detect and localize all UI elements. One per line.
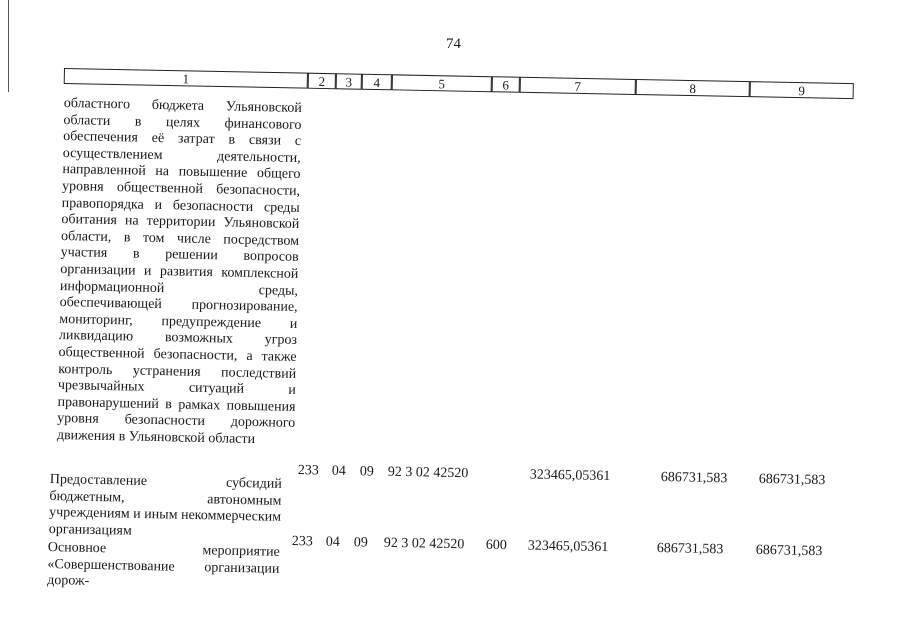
header-cell-9: 9 xyxy=(750,81,854,99)
row-2-col-5: 92 3 02 42520 xyxy=(383,535,465,553)
row-2-col-3: 04 xyxy=(325,534,340,550)
page-number: 74 xyxy=(446,36,461,52)
row-2-col-6: 600 xyxy=(485,537,507,554)
row-2-description: Основное мероприятие «Совершенствование организации дорож- xyxy=(46,540,280,590)
row-1-col-9: 686731,583 xyxy=(758,471,826,489)
row-2-col-7: 323465,05361 xyxy=(527,538,609,556)
row-1-col-8: 686731,583 xyxy=(660,469,728,487)
table-row-2 xyxy=(292,534,852,565)
row-1-col-7: 323465,05361 xyxy=(529,467,611,484)
header-cell-1: 1 xyxy=(64,68,308,89)
row-2-col-4: 09 xyxy=(353,535,368,551)
header-cell-2: 2 xyxy=(308,73,336,90)
header-cell-4: 4 xyxy=(362,74,392,91)
row-2-col-8: 686731,583 xyxy=(656,541,724,558)
row-2-col-2: 233 xyxy=(291,534,313,550)
continued-row-description: областного бюджета Ульяновской области в целях финансового обеспечения её затрат в связи с осуществлением деятельности, направленной на повышение общего уровня общественной безопасности, правопорядка и безопасности среды обитания на территории Ульяновской области, в том числе посредством участия в решении вопросов организации и развития комплексной информационной среды, обеспечивающей прогнозирование, мониторинг, предупреждение и ликвидацию возможных угроз общественной безопасности, а также контроль устранения последствий чрезвычайных ситуаций и правонарушений в рамках повышения уровня безопасности дорожного движения в Ульяновской области xyxy=(56,96,302,447)
row-1-col-3: 04 xyxy=(331,463,346,479)
row-1-col-4: 09 xyxy=(359,464,374,480)
row-1-description: Предоставление субсидий бюджетным, автономным учреждениям и иным некоммерческим организациям xyxy=(48,472,282,539)
row-1-col-2: 233 xyxy=(297,463,319,479)
binding-margin-line xyxy=(8,0,9,92)
header-cell-5: 5 xyxy=(392,74,492,92)
header-cell-6: 6 xyxy=(492,76,520,93)
header-cell-3: 3 xyxy=(336,73,362,89)
table-row-1 xyxy=(298,463,858,494)
header-cell-7: 7 xyxy=(520,77,636,95)
row-1-col-5: 92 3 02 42520 xyxy=(387,464,469,482)
row-2-col-9: 686731,583 xyxy=(755,542,823,560)
header-cell-8: 8 xyxy=(636,79,750,97)
